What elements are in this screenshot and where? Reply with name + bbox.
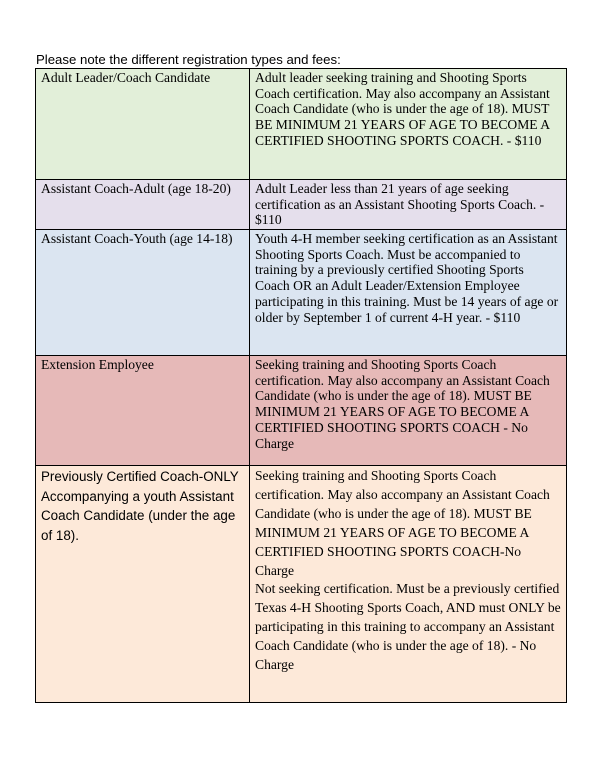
table-row <box>36 180 567 230</box>
registration-fees-table <box>35 68 567 703</box>
registration-description-cell: Adult leader seeking training and Shooting Sports Coach certification. May also accompany an Assistant Coach Candidate (who is under the age of 18). MUST BE MINIMUM 21 YEARS OF AGE TO BECOME A CERTIFIED SHOOTING SPORTS COACH. - $110 <box>250 69 567 180</box>
registration-type-cell: Adult Leader/Coach Candidate <box>36 69 250 180</box>
registration-description-cell: Youth 4-H member seeking certification as an Assistant Shooting Sports Coach. Must be accompanied to training by a previously certified Shooting Sports Coach OR an Adult Leader/Extension Employee participating in this training. Must be 14 years of age or older by September 1 of current 4-H year. - $110 <box>250 230 567 356</box>
registration-description-cell <box>250 466 567 703</box>
registration-type-cell: Extension Employee <box>36 356 250 466</box>
intro-text: Please note the different registration types and fees: <box>36 52 341 67</box>
registration-type-cell: Assistant Coach-Adult (age 18-20) <box>36 180 250 230</box>
table-row <box>36 466 567 703</box>
table-row <box>36 69 567 180</box>
description-paragraph-extra: Not seeking certification. Must be a previously certified Texas 4-H Shooting Sports Coach, AND must ONLY be participating in this training to accompany an Assistant Coach Candidate (who is under the age of 18). - No Charge <box>255 581 561 673</box>
table-row <box>36 230 567 356</box>
registration-description-cell: Adult Leader less than 21 years of age seeking certification as an Assistant Shooting Sports Coach. - $110 <box>250 180 567 230</box>
registration-type-cell: Assistant Coach-Youth (age 14-18) <box>36 230 250 356</box>
table-row <box>36 356 567 466</box>
registration-type-cell: Previously Certified Coach-ONLY Accompanying a youth Assistant Coach Candidate (under the age of 18). <box>36 466 250 703</box>
description-paragraph: Seeking training and Shooting Sports Coach certification. May also accompany an Assistant Coach Candidate (who is under the age of 18). MUST BE MINIMUM 21 YEARS OF AGE TO BECOME A CERTIFIED SHOOTING SPORTS COACH-No Charge <box>255 468 550 578</box>
registration-description-cell: Seeking training and Shooting Sports Coach certification. May also accompany an Assistant Coach Candidate (who is under the age of 18). MUST BE MINIMUM 21 YEARS OF AGE TO BECOME A CERTIFIED SHOOTING SPORTS COACH - No Charge <box>250 356 567 466</box>
